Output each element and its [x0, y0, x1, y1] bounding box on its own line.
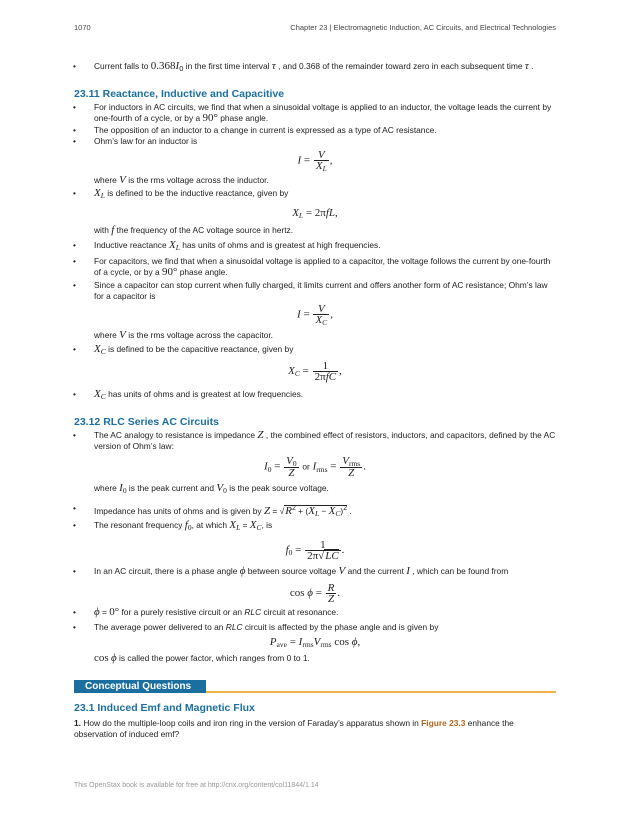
page-header — [74, 23, 556, 32]
equation-capacitive-reactance: XC = $\frac{1}{\text{2πfC}}$ , — [288, 360, 342, 383]
figure-link[interactable]: Figure 23.3 — [421, 718, 466, 728]
equation-inductive-reactance: XL = 2πfL, — [292, 207, 338, 220]
with-frequency: with f the frequency of the AC voltage source in hertz. — [94, 224, 294, 236]
conceptual-questions-rule — [206, 691, 556, 693]
bullet-inductive-reactance: • XL is defined to be the inductive reactance, given by — [80, 188, 556, 199]
bullet-opposition: • The opposition of an inductor to a change in current is expressed as a type of AC resistance. — [80, 125, 556, 136]
bullet-current-falls: • Current falls to 0.368I0 in the first time interval τ , and 0.368 of the remainder toward zero in each subsequent time τ . — [80, 61, 556, 72]
section-title-23-11: 23.11 Reactance, Inductive and Capacitive — [74, 88, 285, 100]
equation-average-power: Pave = IrmsVrms cos ϕ, — [269, 636, 361, 649]
bullet-average-power: • The average power delivered to an RLC circuit is affected by the phase angle and is given by — [80, 622, 556, 633]
bullet-capacitive-units: • XC has units of ohms and is greatest at low frequencies. — [80, 389, 556, 400]
where-inductor-voltage: where V is the rms voltage across the inductor. — [94, 174, 269, 186]
page-number: 1070 — [74, 23, 91, 32]
equation-ohms-law-inductor: I = $\frac{V}{XL}$ , — [297, 149, 333, 173]
bullet-impedance-formula: • Impedance has units of ohms and is given by $Z = √R^2 + (XL - XC)^2$ . — [80, 503, 556, 517]
equation-resonant-frequency: f0 = $\frac{1}{2\pi√LC}$ . — [285, 539, 345, 562]
bullet-phase-angle: • In an AC circuit, there is a phase angle ϕ between source voltage V and the current I , which can be found from — [80, 566, 556, 577]
section-title-23-1: 23.1 Induced Emf and Magnetic Flux — [74, 702, 255, 714]
where-capacitor-voltage: where V is the rms voltage across the capacitor. — [94, 329, 273, 341]
question-1: 1. How do the multiple-loop coils and iron ring in the version of Faraday’s apparatus shown in Figure 23.3 enhance the observation of induced emf? — [74, 718, 514, 739]
bullet-ohms-law-inductor: • Ohm’s law for an inductor is — [80, 136, 556, 147]
bullet-inductive-units: • Inductive reactance XL has units of ohms and is greatest at high frequencies. — [80, 240, 556, 251]
bullet-impedance-definition: • The AC analogy to resistance is impedance Z , the combined effect of resistors, inductors, and capacitors, defined by the AC version of Ohm’s law: — [80, 430, 556, 452]
bullet-capacitive-reactance: • XC is defined to be the capacitive reactance, given by — [80, 344, 556, 355]
conceptual-questions-label: Conceptual Questions — [74, 680, 206, 693]
equation-ohms-law-capacitor: I = $\frac{V}{XC}$ , — [297, 303, 333, 327]
equation-cos-phi: cos ϕ = $\frac{R}{Z}$ . — [289, 582, 341, 605]
equation-ac-ohms-law: I0 = $\frac{V0}{Z}$ or Irms = $\frac{\text{Vrms}}{Z}$ . — [264, 455, 366, 479]
section-title-23-12: 23.12 RLC Series AC Circuits — [74, 416, 219, 428]
bullet-capacitor-follows: • For capacitors, we find that when a sinusoidal voltage is applied to a capacitor, the voltage follows the current by one-fourth of a cycle, or by a 90° phase angle. — [80, 256, 556, 278]
bullet-ohms-law-capacitor: • Since a capacitor can stop current when fully charged, it limits current and offers another form of AC resistance; Ohm’s law for a capacitor is — [80, 280, 556, 302]
bullet-phi-zero: • ϕ = 0° for a purely resistive circuit or an RLC circuit at resonance. — [80, 607, 556, 618]
where-peak-values: where I0 is the peak current and V0 is the peak source voltage. — [94, 482, 329, 495]
power-factor-note: cos ϕ is called the power factor, which ranges from 0 to 1. — [94, 652, 310, 664]
bullet-inductor-leads: • For inductors in AC circuits, we find that when a sinusoidal voltage is applied to an inductor, the voltage leads the current by one-fourth of a cycle, or by a 90° phase angle. — [80, 102, 556, 124]
footer-note: This OpenStax book is available for free at http://cnx.org/content/col11844/1.14 — [74, 782, 319, 789]
chapter-title: Chapter 23 | Electromagnetic Induction, AC Circuits, and Electrical Technologies — [290, 23, 556, 32]
conceptual-questions-bar — [74, 680, 556, 693]
bullet-resonant-frequency: • The resonant frequency f0, at which XL = XC, is — [80, 520, 556, 531]
